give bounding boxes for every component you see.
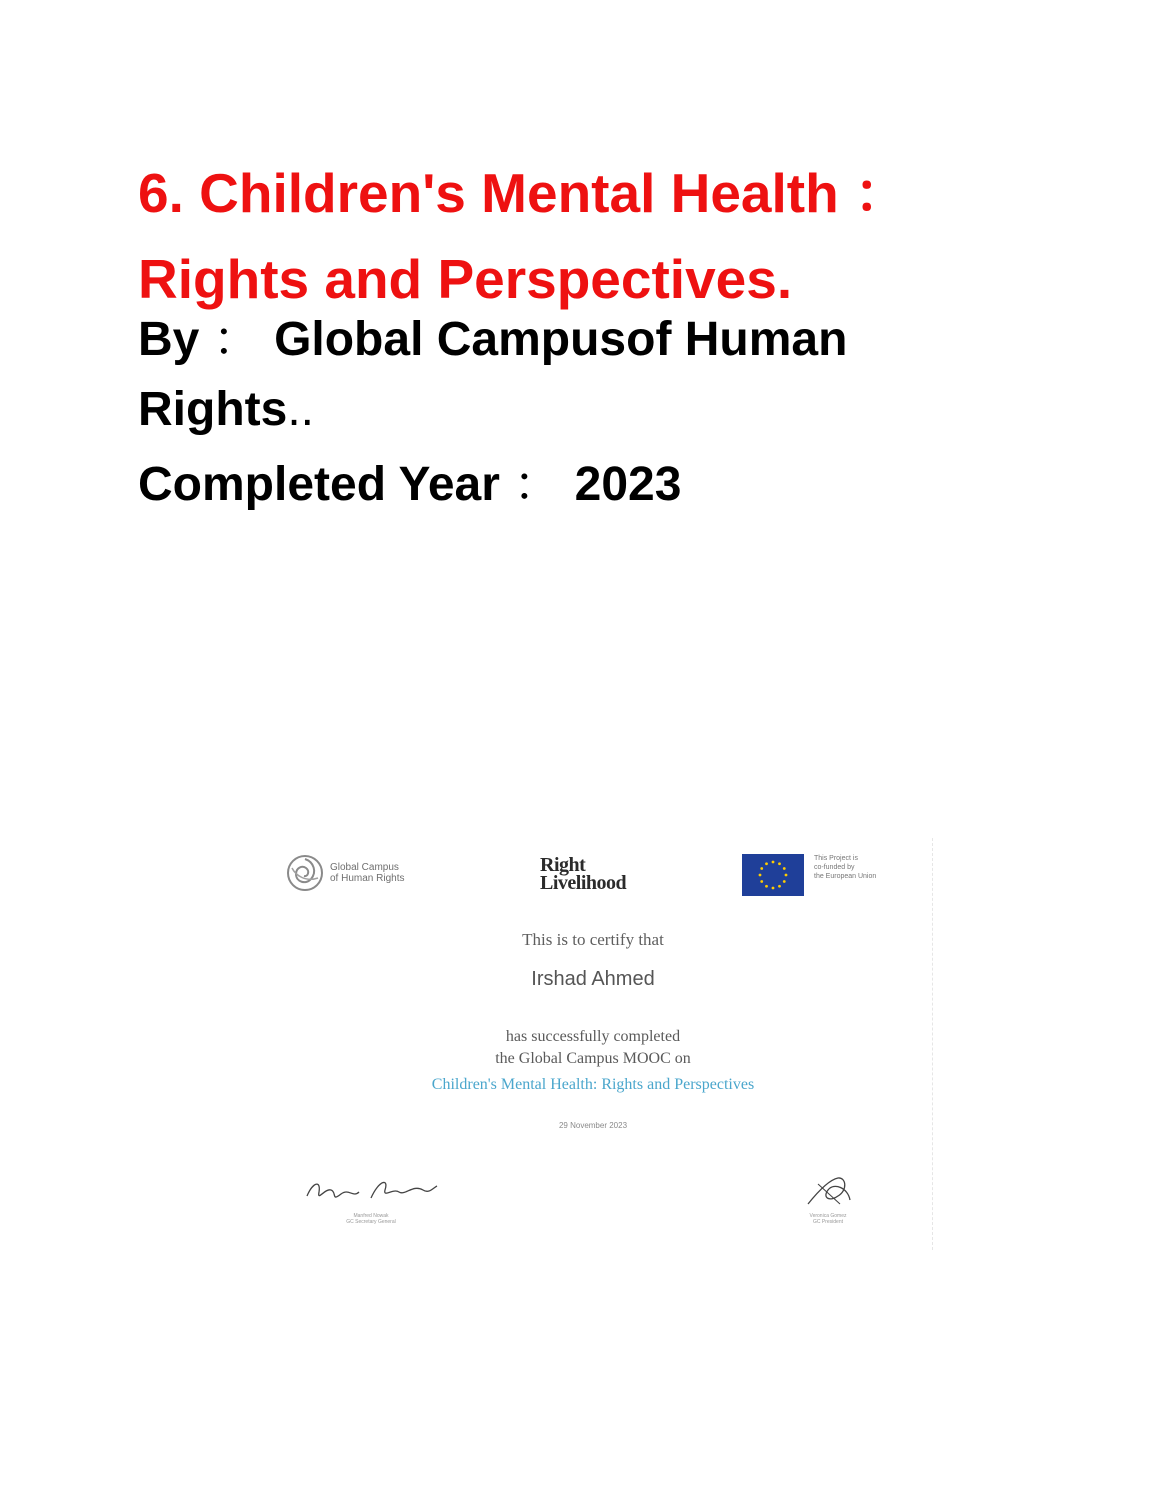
certificate-image bbox=[268, 838, 933, 1250]
course-heading bbox=[138, 150, 1038, 322]
eu-star-icon bbox=[783, 880, 786, 883]
completed-year-line bbox=[138, 450, 1038, 520]
left-signatory-name: Manfred Nowak bbox=[353, 1213, 389, 1219]
certificate-date: 29 November 2023 bbox=[558, 1121, 628, 1130]
completed-year-separator: ： bbox=[513, 458, 562, 511]
completed-year-value: 2023 bbox=[574, 458, 682, 511]
provider-label: By bbox=[138, 313, 200, 366]
eu-star-icon bbox=[785, 874, 788, 877]
global-campus-logo-text: Global Campus of Human Rights bbox=[330, 862, 405, 884]
eu-funding-text: This Project is co-funded by the European Union bbox=[814, 855, 877, 880]
completion-text-line-1: has successfully completed bbox=[505, 1028, 681, 1045]
right-signatory-name: Veronica Gomez bbox=[809, 1213, 847, 1219]
eu-star-icon bbox=[759, 874, 762, 877]
left-signature bbox=[296, 1174, 446, 1225]
provider-name-continued: Rights bbox=[138, 383, 288, 436]
eu-star-icon bbox=[778, 885, 781, 888]
recipient-name: Irshad Ahmed bbox=[531, 968, 655, 990]
eu-star-icon bbox=[772, 887, 775, 890]
global-campus-logo bbox=[286, 854, 450, 892]
right-signatory-title: GC President bbox=[812, 1219, 843, 1225]
eu-star-icon bbox=[765, 862, 768, 865]
eu-star-icon bbox=[760, 867, 763, 870]
right-signature-scribble bbox=[788, 1174, 868, 1208]
eu-flag-icon bbox=[742, 854, 804, 896]
eu-star-icon bbox=[760, 880, 763, 883]
global-campus-swirl-icon bbox=[286, 854, 324, 892]
certificate-course-name: Children's Mental Health: Rights and Perspectives bbox=[431, 1076, 755, 1093]
completed-year-label: Completed Year bbox=[138, 458, 500, 511]
course-heading-line-2: Rights and Perspectives. bbox=[138, 248, 793, 310]
eu-star-icon bbox=[778, 862, 781, 865]
left-signatory-title: GC Secretary General bbox=[346, 1219, 396, 1225]
provider-name: Global Campusof Human bbox=[274, 313, 848, 366]
eu-star-icon bbox=[765, 885, 768, 888]
provider-name-tail: .. bbox=[287, 383, 314, 436]
eu-star-icon bbox=[783, 867, 786, 870]
left-signature-scribble bbox=[301, 1174, 441, 1208]
completion-text-line-2: the Global Campus MOOC on bbox=[495, 1050, 691, 1067]
eu-funding-logo bbox=[742, 854, 909, 896]
right-livelihood-logo: Right Livelihood bbox=[540, 854, 627, 894]
provider-line bbox=[138, 305, 1038, 445]
provider-separator: ： bbox=[212, 313, 261, 366]
course-heading-line-1: 6. Children's Mental Health ： bbox=[138, 162, 909, 224]
eu-star-icon bbox=[772, 861, 775, 864]
certify-text: This is to certify that bbox=[522, 930, 664, 949]
right-signature bbox=[768, 1174, 888, 1225]
